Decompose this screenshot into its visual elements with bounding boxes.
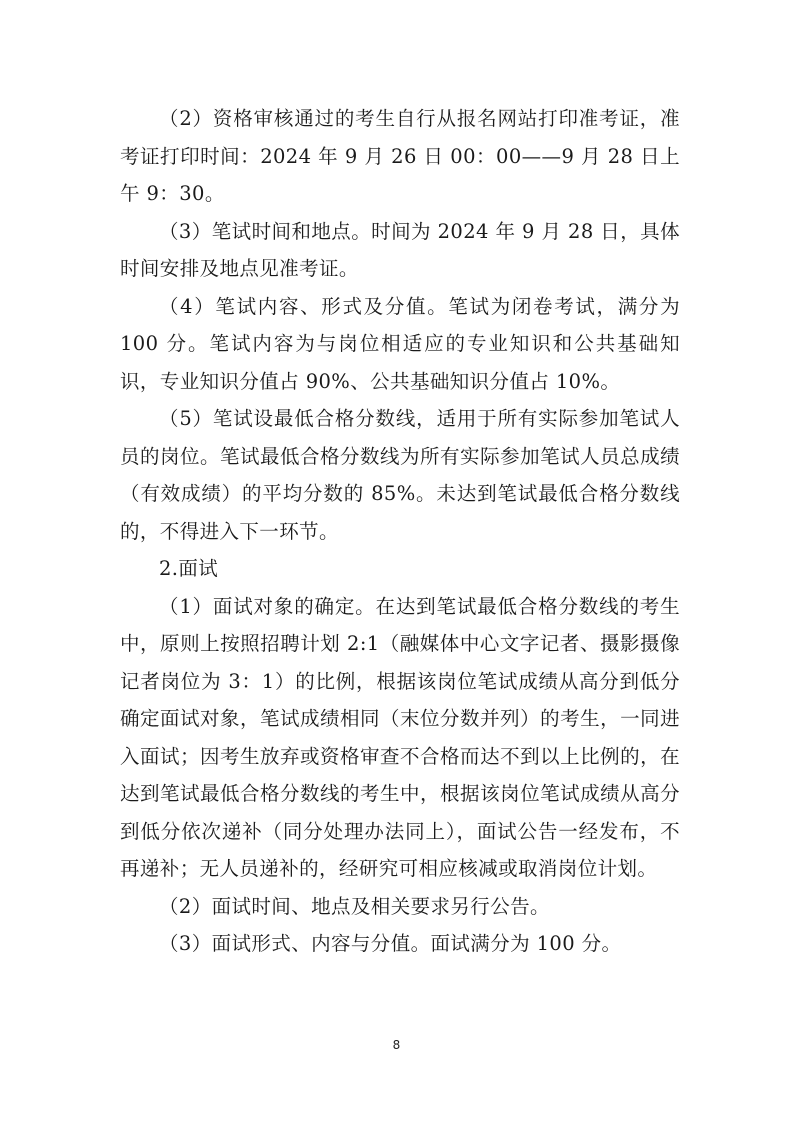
paragraph-interview-candidates: （1）面试对象的确定。在达到笔试最低合格分数线的考生中，原则上按照招聘计划 2:1（融媒体中心文字记者、摄影摄像记者岗位为 3：1）的比例，根据该岗位笔试成绩从高分到低分确定面试对象，笔试成绩相同（末位分数并列）的考生，一同进入面试；因考生放弃或资格审查不合格而达不到以上比例的，在达到笔试最低合格分数线的考生中，根据该岗位笔试成绩从高分到低分依次递补（同分处理办法同上），面试公告一经发布，不再递补；无人员递补的，经研究可相应核减或取消岗位计划。	[120, 594, 680, 880]
paragraph-written-exam-time: （3）笔试时间和地点。时间为 2024 年 9 月 28 日，具体时间安排及地点见准考证。	[120, 219, 680, 280]
paragraph-interview-format: （3）面试形式、内容与分值。面试满分为 100 分。	[159, 932, 622, 955]
paragraph-written-exam-passing-line: （5）笔试设最低合格分数线，适用于所有实际参加笔试人员的岗位。笔试最低合格分数线为所有实际参加笔试人员总成绩（有效成绩）的平均分数的 85%。未达到笔试最低合格分数线的，不得进入下一环节。	[120, 407, 680, 543]
paragraph-admission-ticket: （2）资格审核通过的考生自行从报名网站打印准考证，准考证打印时间：2024 年 9 月 26 日 00：00——9 月 28 日上午 9：30。	[120, 107, 680, 205]
paragraph-written-exam-content: （4）笔试内容、形式及分值。笔试为闭卷考试，满分为 100 分。笔试内容为与岗位相适应的专业知识和公共基础知识，专业知识分值占 90%、公共基础知识分值占 10%。	[120, 294, 680, 393]
paragraph-interview-time: （2）面试时间、地点及相关要求另行公告。	[159, 894, 550, 918]
document-body	[120, 100, 680, 963]
page-number: 8	[392, 1038, 401, 1052]
section-heading-interview: 2.面试	[159, 557, 219, 580]
